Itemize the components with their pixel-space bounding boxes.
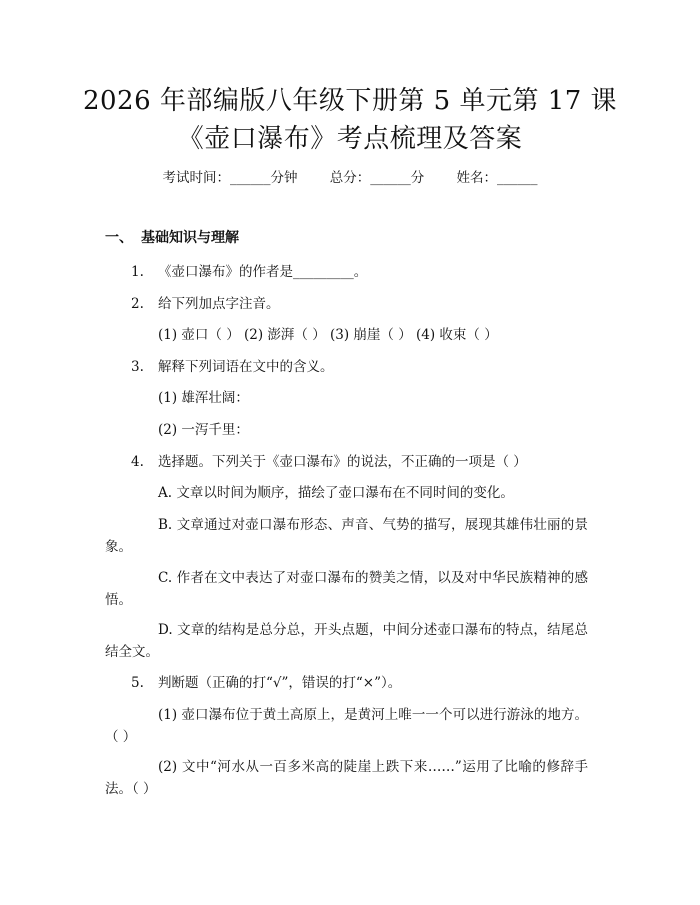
question-3-number: 3. <box>131 359 144 375</box>
question-4-option-c: C. 作者在文中表达了对壶口瀑布的赞美之情，以及对中华民族精神的感 <box>158 570 588 586</box>
exam-info <box>100 168 600 188</box>
question-4-option-c-cont: 悟。 <box>105 592 132 608</box>
exam-time: 考试时间：______分钟 <box>162 170 298 186</box>
question-3-item-2: (2) 一泻千里： <box>158 422 249 438</box>
exam-name: 姓名：______ <box>456 170 538 186</box>
document-title-line1: 2026 年部编版八年级下册第 5 单元第 17 课 <box>82 86 618 116</box>
question-1-text: 《壶口瀑布》的作者是_________。 <box>158 264 368 280</box>
question-5-item-2-cont: 法。（ ） <box>105 781 157 797</box>
question-4-option-d-cont: 结全文。 <box>105 644 159 660</box>
question-1-number: 1. <box>131 264 144 280</box>
document-title-line2: 《壶口瀑布》考点梳理及答案 <box>177 124 523 154</box>
question-2-number: 2. <box>131 296 144 312</box>
section-title: 基础知识与理解 <box>141 230 239 246</box>
question-4-option-d: D. 文章的结构是总分总，开头点题，中间分述壶口瀑布的特点，结尾总 <box>158 622 588 638</box>
question-3-item-1: (1) 雄浑壮阔： <box>158 390 249 406</box>
question-4-option-a: A. 文章以时间为顺序，描绘了壶口瀑布在不同时间的变化。 <box>158 485 514 501</box>
section-heading <box>105 228 239 248</box>
question-5-item-2: (2) 文中“河水从一百多米高的陡崖上跌下来……”运用了比喻的修辞手 <box>158 759 588 775</box>
question-5-item-1: (1) 壶口瀑布位于黄土高原上，是黄河上唯一一个可以进行游泳的地方。 <box>158 707 588 723</box>
exam-score: 总分：______分 <box>329 170 425 186</box>
question-4-text: 选择题。下列关于《壶口瀑布》的说法，不正确的一项是（ ） <box>158 454 527 470</box>
question-2-text: 给下列加点字注音。 <box>158 296 280 312</box>
question-3-text: 解释下列词语在文中的含义。 <box>158 359 334 375</box>
question-4-number: 4. <box>131 454 144 470</box>
question-5-number: 5. <box>131 675 144 691</box>
question-4-option-b-cont: 象。 <box>105 539 132 555</box>
question-5-text: 判断题（正确的打“√”，错误的打“×”）。 <box>158 675 402 691</box>
question-4-option-b: B. 文章通过对壶口瀑布形态、声音、气势的描写，展现其雄伟壮丽的景 <box>158 517 588 533</box>
section-number: 一、 <box>105 230 133 246</box>
question-5-item-1-cont: （ ） <box>105 729 137 745</box>
question-2-items: (1) 壶口（ ） (2) 澎湃（ ） (3) 崩崖（ ） (4) 收束（ ） <box>158 327 498 343</box>
